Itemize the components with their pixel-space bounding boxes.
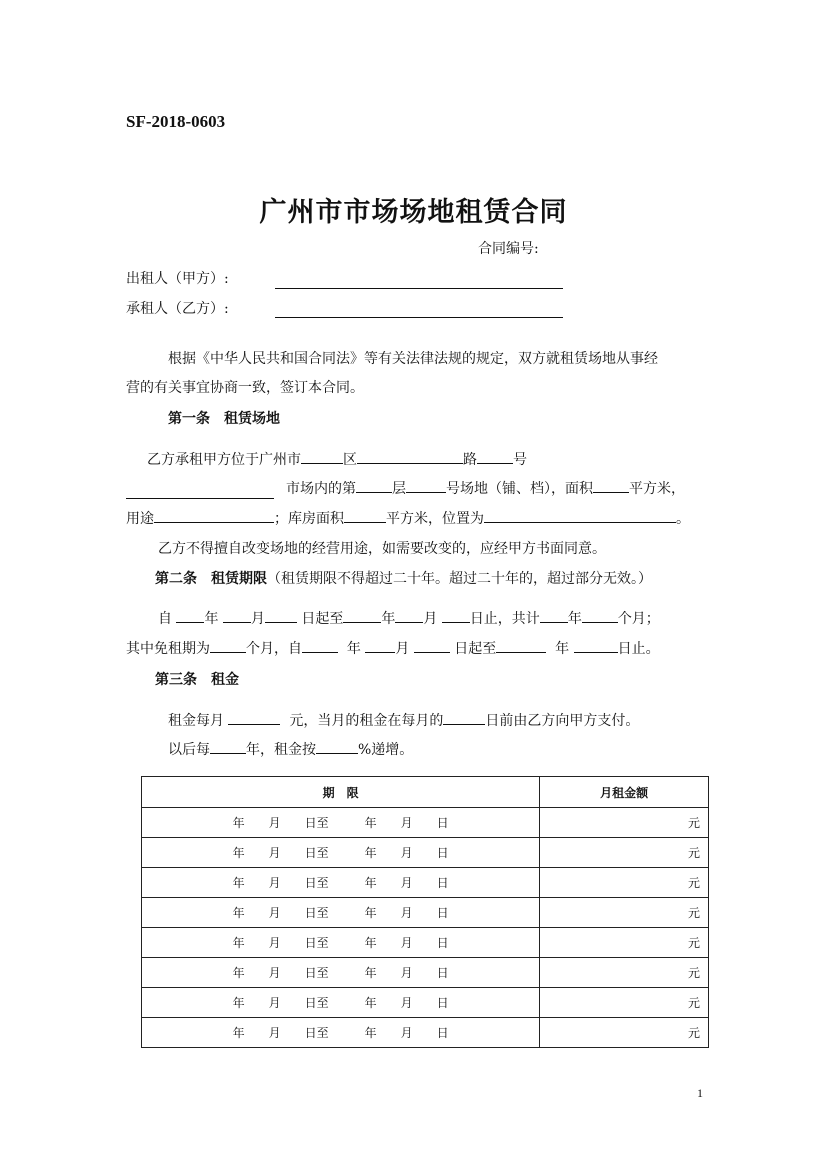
text: 元，当月的租金在每月的 xyxy=(289,713,444,729)
document-code: SF-2018-0603 xyxy=(126,112,226,131)
article-1-line-4: 乙方不得擅自改变场地的经营用途，如需要改变的，应经甲方书面同意。 xyxy=(158,541,606,557)
amount-cell[interactable]: 元 xyxy=(540,898,709,928)
period-cell[interactable]: 年 月 日至 年 月 日 xyxy=(142,1018,540,1048)
table-row xyxy=(142,958,709,988)
text: 层 xyxy=(392,481,406,497)
table-row xyxy=(142,808,709,838)
start-year-field[interactable] xyxy=(176,608,204,623)
text: ；库房面积 xyxy=(274,511,344,527)
area-field[interactable] xyxy=(593,478,629,493)
text: 日止，共计 xyxy=(469,611,540,627)
free-start-year-field[interactable] xyxy=(302,638,338,653)
amount-cell[interactable]: 元 xyxy=(540,958,709,988)
free-end-date-field[interactable] xyxy=(496,638,546,653)
amount-cell[interactable]: 元 xyxy=(540,1018,709,1048)
end-month-field[interactable] xyxy=(395,608,423,623)
end-year-field[interactable] xyxy=(343,608,381,623)
period-cell[interactable]: 年 月 日至 年 月 日 xyxy=(142,868,540,898)
market-name-field[interactable] xyxy=(126,498,274,499)
text: 市场内的第 xyxy=(286,481,356,497)
amount-cell[interactable]: 元 xyxy=(540,838,709,868)
table-row xyxy=(142,868,709,898)
lessee-field[interactable] xyxy=(275,317,563,318)
amount-cell[interactable]: 元 xyxy=(540,988,709,1018)
period-cell[interactable]: 年 月 日至 年 月 日 xyxy=(142,808,540,838)
lessee-label: 承租人（乙方）: xyxy=(126,301,229,317)
increase-interval-field[interactable] xyxy=(210,739,246,754)
text: 日止。 xyxy=(617,641,660,657)
document-title: 广州市市场场地租赁合同 xyxy=(259,197,568,228)
text: 号场地（铺、档），面积 xyxy=(446,481,593,497)
table-row xyxy=(142,838,709,868)
article-1-line-3 xyxy=(126,508,690,528)
table-row xyxy=(142,988,709,1018)
article-2-line-1 xyxy=(158,608,660,628)
text: 平方米，位置为 xyxy=(386,511,484,527)
number-field[interactable] xyxy=(477,449,513,464)
text: 租金每月 xyxy=(168,713,224,729)
text: 日起至 xyxy=(301,611,344,627)
free-months-field[interactable] xyxy=(210,638,246,653)
article-2-line-2 xyxy=(126,638,660,658)
text: 号 xyxy=(513,452,527,468)
contract-number-label: 合同编号: xyxy=(478,241,539,257)
article-2-heading-line xyxy=(155,568,652,588)
article-1-line-2 xyxy=(286,478,685,498)
preamble-line-1: 根据《中华人民共和国合同法》等有关法律法规的规定，双方就租赁场地从事经 xyxy=(168,351,658,367)
text: 路 xyxy=(463,452,477,468)
text: 年 xyxy=(204,611,219,627)
text: 自 xyxy=(158,611,172,627)
article-3-line-1 xyxy=(168,710,639,730)
start-month-field[interactable] xyxy=(223,608,251,623)
table-header-row xyxy=(142,777,709,808)
text: 平方米， xyxy=(629,481,685,497)
table-row xyxy=(142,898,709,928)
text: 年 xyxy=(555,641,570,657)
text: 年 xyxy=(346,641,361,657)
free-end-day-field[interactable] xyxy=(574,638,618,653)
article-1-line-1 xyxy=(147,449,527,469)
road-field[interactable] xyxy=(357,449,463,464)
location-field[interactable] xyxy=(484,508,676,523)
lessor-label: 出租人（甲方）: xyxy=(126,271,229,287)
text: 乙方承租甲方位于广州市 xyxy=(147,452,301,468)
article-1-heading: 第一条 租赁场地 xyxy=(168,411,280,427)
start-day-field[interactable] xyxy=(265,608,297,623)
pay-day-field[interactable] xyxy=(443,710,485,725)
increase-rate-field[interactable] xyxy=(316,739,358,754)
text: 年，租金按 xyxy=(246,742,316,758)
amount-cell[interactable]: 元 xyxy=(540,928,709,958)
free-start-month-field[interactable] xyxy=(365,638,395,653)
warehouse-area-field[interactable] xyxy=(344,508,386,523)
floor-field[interactable] xyxy=(356,478,392,493)
text: 用途 xyxy=(126,511,154,527)
monthly-rent-header: 月租金额 xyxy=(540,777,709,808)
stall-number-field[interactable] xyxy=(406,478,446,493)
amount-cell[interactable]: 元 xyxy=(540,808,709,838)
text: 日起至 xyxy=(454,641,497,657)
period-header: 期 限 xyxy=(142,777,540,808)
period-cell[interactable]: 年 月 日至 年 月 日 xyxy=(142,958,540,988)
text: 个月，自 xyxy=(246,641,302,657)
text: 个月； xyxy=(617,611,660,627)
total-years-field[interactable] xyxy=(540,608,568,623)
article-3-heading: 第三条 租金 xyxy=(155,672,239,688)
rent-schedule-table xyxy=(141,776,709,1048)
text: 其中免租期为 xyxy=(126,641,210,657)
text: %递增。 xyxy=(358,742,414,758)
article-2-note: （租赁期限不得超过二十年。超过二十年的，超过部分无效。） xyxy=(267,571,652,587)
period-cell[interactable]: 年 月 日至 年 月 日 xyxy=(142,928,540,958)
text: 月 xyxy=(423,611,438,627)
amount-cell[interactable]: 元 xyxy=(540,868,709,898)
page-number: 1 xyxy=(697,1086,703,1100)
text: 以后每 xyxy=(168,742,210,758)
total-months-field[interactable] xyxy=(582,608,618,623)
usage-field[interactable] xyxy=(154,508,274,523)
text: 年 xyxy=(381,611,396,627)
text: 月 xyxy=(395,641,410,657)
district-field[interactable] xyxy=(301,449,343,464)
monthly-rent-field[interactable] xyxy=(228,710,280,725)
text: 区 xyxy=(343,452,357,468)
preamble-line-2: 营的有关事宜协商一致，签订本合同。 xyxy=(126,380,364,396)
table-row xyxy=(142,1018,709,1048)
text: 。 xyxy=(676,511,690,527)
free-start-day-field[interactable] xyxy=(414,638,450,653)
text: 年 xyxy=(567,611,582,627)
text: 日前由乙方向甲方支付。 xyxy=(485,713,640,729)
table-row xyxy=(142,928,709,958)
period-cell[interactable]: 年 月 日至 年 月 日 xyxy=(142,838,540,868)
period-cell[interactable]: 年 月 日至 年 月 日 xyxy=(142,988,540,1018)
article-2-heading: 第二条 租赁期限 xyxy=(155,571,267,587)
article-3-line-2 xyxy=(168,739,413,759)
end-day-field[interactable] xyxy=(442,608,470,623)
lessor-field[interactable] xyxy=(275,288,563,289)
period-cell[interactable]: 年 月 日至 年 月 日 xyxy=(142,898,540,928)
text: 月 xyxy=(250,611,265,627)
